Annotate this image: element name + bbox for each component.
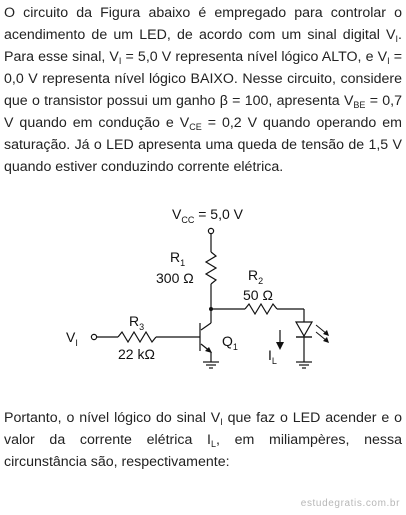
intro-paragraph — [4, 2, 402, 178]
vcc-label: $V_{CC} = 5,0$ V — [172, 206, 243, 225]
text-run: = 0,7 V quando em condução e V — [4, 93, 402, 131]
subscript: BE — [353, 100, 366, 110]
text-run: = 0,0 V representa nível lógico BAIXO. Nesse circuito, considere que o transistor possui um ganho β = 100, apresenta V — [4, 49, 402, 109]
vcc-terminal — [208, 228, 213, 233]
vi-terminal — [91, 334, 96, 339]
subscript: I — [220, 417, 223, 427]
subscript: I — [387, 56, 390, 66]
question-paragraph — [4, 407, 402, 473]
r3-resistor-symbol — [118, 332, 156, 342]
text-run: = 5,0 V representa nível lógico ALTO, e V — [121, 49, 388, 65]
text-run: , em miliampères, nessa circunstância são, respectivamente: — [4, 432, 402, 470]
subscript: I — [118, 56, 122, 66]
subscript: I — [395, 34, 399, 44]
text-run: que faz o LED acender e o valor da corrente elétrica I — [4, 410, 403, 448]
subscript: L — [211, 439, 217, 449]
text-run: = 0,2 V quando operando em saturação. Já o LED apresenta uma queda de tensão de 1,5 V quando estiver conduzindo corrente elétrica. — [4, 115, 402, 175]
text-run: . Para esse sinal, V — [4, 27, 402, 65]
r2-resistor-symbol — [245, 304, 277, 314]
r2-value: 50 Ω — [243, 287, 273, 303]
r1-value: 300 Ω — [156, 270, 194, 286]
r2-label: $R_2$ — [248, 267, 264, 286]
site-watermark: estudegratis.com.br — [300, 498, 400, 509]
r3-label: $R_3$ — [129, 313, 145, 332]
led-icon — [296, 322, 329, 350]
q1-label: $Q_1$ — [222, 333, 238, 352]
vi-label: $V_I$ — [66, 329, 78, 348]
il-label: $I_L$ — [268, 347, 277, 366]
circuit-diagram — [0, 196, 406, 396]
text-run: Portanto, o nível lógico do sinal V — [4, 410, 221, 426]
r1-label: $R_1$ — [170, 249, 186, 268]
r3-value: 22 kΩ — [118, 346, 155, 362]
text-run: O circuito da Figura abaixo é empregado para controlar o acendimento de um LED, de acordo com um sinal digital V — [4, 5, 402, 43]
subscript: CE — [189, 122, 202, 132]
ground-icon — [296, 362, 312, 368]
current-arrow-icon — [276, 330, 284, 350]
ground-icon — [203, 362, 219, 368]
r1-resistor-symbol — [206, 252, 216, 284]
